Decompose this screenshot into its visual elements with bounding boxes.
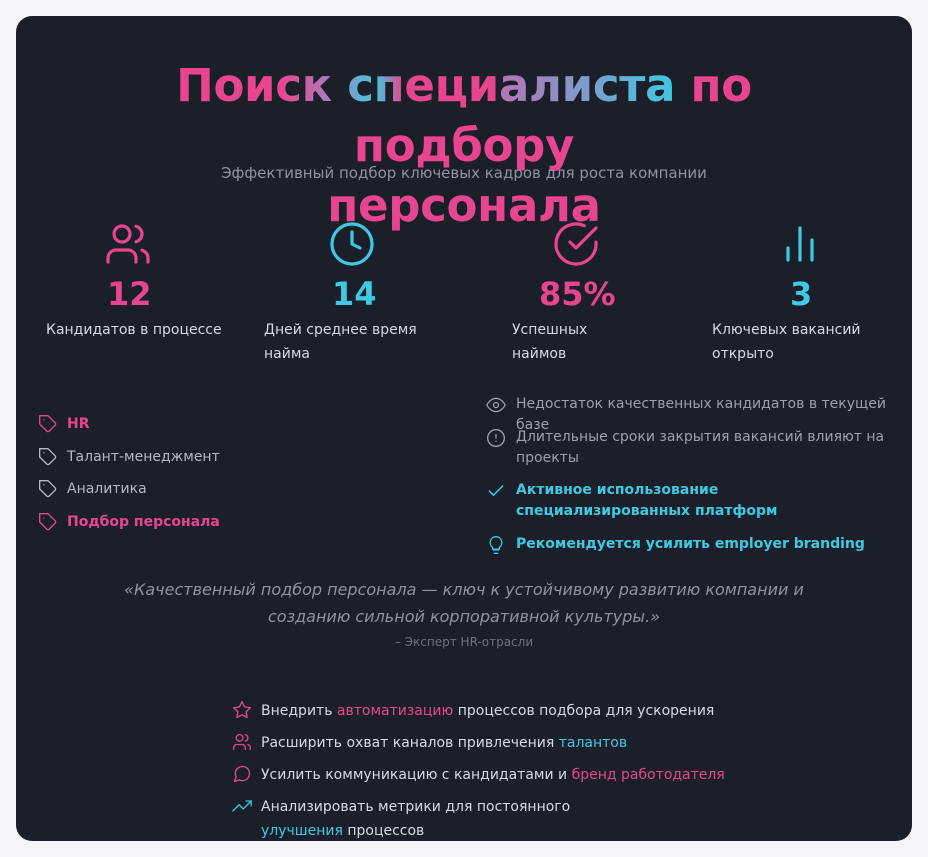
quote-author: – Эксперт HR-отрасли bbox=[394, 635, 534, 649]
recommendation-item bbox=[232, 731, 627, 755]
tag-icon bbox=[38, 414, 58, 434]
tag-icon bbox=[38, 512, 58, 532]
stat-label bbox=[512, 318, 672, 366]
main-card bbox=[16, 16, 912, 841]
stat-label-line-1: Кандидатов в процессе bbox=[46, 322, 222, 338]
page-subtitle: Эффективный подбор ключевых кадров для роста компании bbox=[221, 164, 707, 182]
insight-text: Недостаток качественных кандидатов в текущей базе bbox=[516, 396, 886, 433]
users-icon bbox=[104, 220, 152, 268]
recommendation-text bbox=[261, 731, 627, 755]
stat-label bbox=[46, 318, 246, 342]
text-after: процессов bbox=[342, 823, 425, 839]
users-icon bbox=[232, 732, 252, 752]
text-highlight: бренд работодателя bbox=[571, 767, 725, 783]
check-icon bbox=[486, 481, 506, 501]
stat-label-line-1: Дней среднее время bbox=[264, 322, 417, 338]
trending-up-icon bbox=[232, 796, 252, 816]
stat-label-line-2: найма bbox=[264, 346, 310, 362]
stat-label-line-2: открыто bbox=[712, 346, 774, 362]
text-before: Расширить охват каналов привлечения bbox=[261, 735, 559, 751]
insight-text: Активное использование специализированных платформ bbox=[516, 482, 778, 519]
title-line-1 bbox=[64, 56, 864, 176]
recommendation-item bbox=[232, 763, 725, 787]
clock-icon bbox=[328, 220, 376, 268]
alert-circle-icon bbox=[486, 428, 506, 448]
recommendation-text bbox=[261, 795, 652, 841]
quote-text: «Качественный подбор персонала — ключ к устойчивому развитию компании и созданию сильной корпоративной культуры.» bbox=[124, 580, 804, 626]
eye-icon bbox=[486, 395, 506, 415]
tag-recruiting[interactable] bbox=[38, 512, 220, 532]
recommendation-text bbox=[261, 699, 714, 723]
text-highlight: улучшения bbox=[261, 823, 343, 839]
message-circle-icon bbox=[232, 764, 252, 784]
star-icon bbox=[232, 700, 252, 720]
tag-analytics[interactable] bbox=[38, 479, 147, 499]
stat-label-line-1: Ключевых вакансий bbox=[712, 322, 861, 338]
stat-label-line-1: Успешных bbox=[512, 322, 588, 338]
insight-text: Длительные сроки закрытия вакансий влияют на проекты bbox=[516, 429, 885, 466]
tag-hr[interactable] bbox=[38, 414, 90, 434]
stat-value: 3 bbox=[790, 275, 813, 313]
tag-talent[interactable] bbox=[38, 447, 220, 467]
text-highlight: автоматизацию bbox=[336, 703, 454, 719]
recommendation-item bbox=[232, 699, 714, 723]
text-before: Анализировать метрики для постоянного bbox=[261, 799, 571, 815]
stat-label-line-2: наймов bbox=[512, 346, 567, 362]
text-before: Внедрить bbox=[261, 703, 337, 719]
stat-label bbox=[712, 318, 892, 366]
insight-item bbox=[486, 534, 865, 555]
recommendation-text bbox=[261, 763, 725, 787]
insight-item bbox=[486, 427, 886, 469]
stat-value: 14 bbox=[332, 275, 377, 313]
tag-label: Аналитика bbox=[67, 481, 147, 497]
tag-label: Талант-менеджмент bbox=[67, 449, 220, 465]
insight-item bbox=[486, 480, 816, 522]
recommendation-item bbox=[232, 795, 652, 841]
stat-value: 12 bbox=[107, 275, 152, 313]
tag-label: Подбор персонала bbox=[67, 514, 220, 530]
lightbulb-icon bbox=[486, 535, 506, 555]
bar-chart-icon bbox=[776, 220, 824, 268]
tag-label: HR bbox=[67, 416, 90, 432]
title-part-1: Поиск специ bbox=[176, 59, 499, 112]
insight-text: Рекомендуется усилить employer branding bbox=[516, 536, 865, 552]
stat-value: 85% bbox=[539, 275, 616, 313]
page-title bbox=[64, 56, 864, 236]
title-part-2: алиста bbox=[498, 59, 676, 112]
stat-label bbox=[264, 318, 464, 366]
text-after: процессов подбора для ускорения bbox=[453, 703, 715, 719]
title-part-3: по подбору bbox=[353, 59, 752, 172]
text-highlight: талантов bbox=[558, 735, 628, 751]
text-before: Усилить коммуникацию с кандидатами и bbox=[261, 767, 572, 783]
check-circle-icon bbox=[552, 220, 600, 268]
tag-icon bbox=[38, 447, 58, 467]
tag-icon bbox=[38, 479, 58, 499]
title-line-2: персонала bbox=[327, 179, 601, 232]
